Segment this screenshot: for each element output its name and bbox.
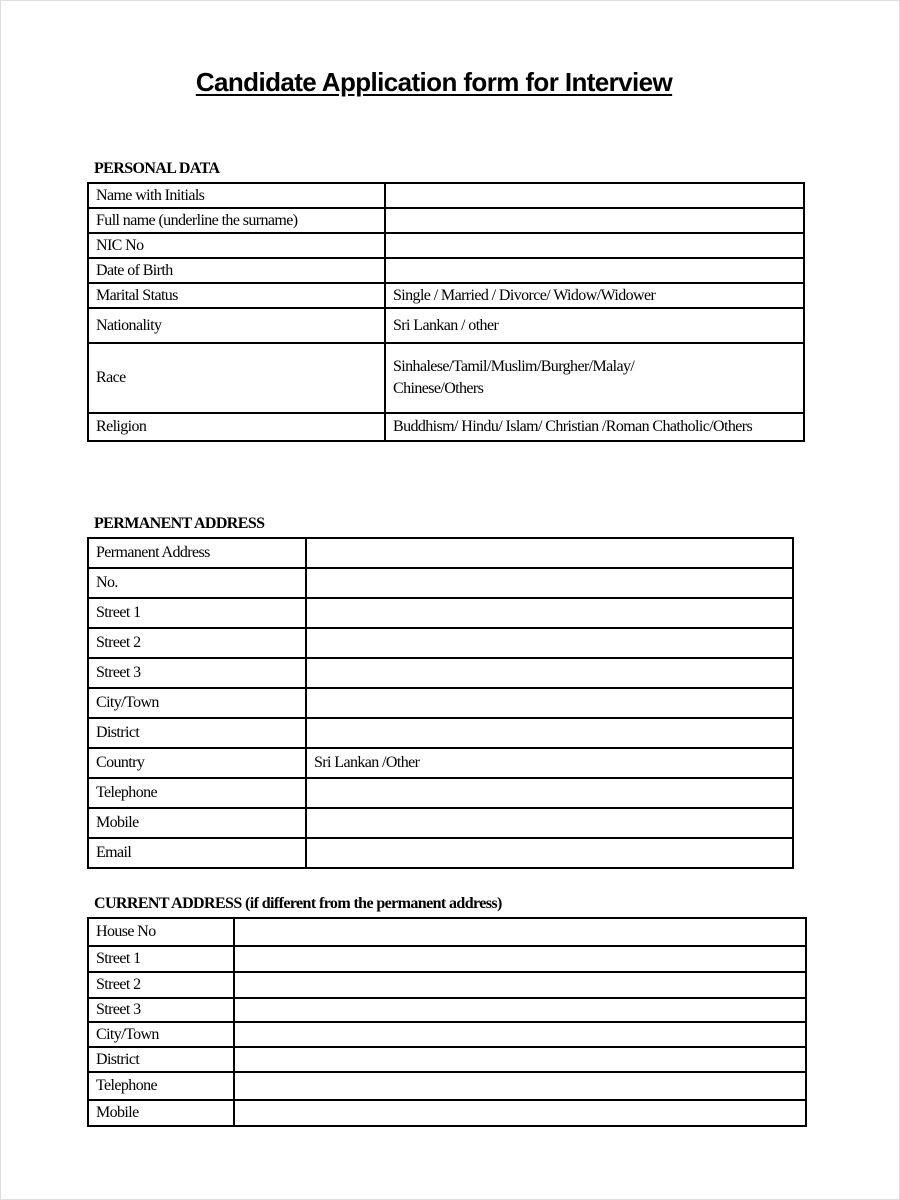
field-value[interactable] xyxy=(234,972,806,998)
field-label: Street 3 xyxy=(88,998,234,1022)
field-value[interactable] xyxy=(234,1022,806,1047)
table-row xyxy=(88,233,804,258)
field-value[interactable] xyxy=(234,998,806,1022)
field-value[interactable] xyxy=(306,598,793,628)
race-field[interactable] xyxy=(385,343,804,413)
field-label: Country xyxy=(88,748,306,778)
table-row xyxy=(88,1072,806,1100)
field-label: Street 2 xyxy=(88,972,234,998)
table-row xyxy=(88,808,793,838)
field-label: District xyxy=(88,1047,234,1072)
field-value[interactable] xyxy=(306,628,793,658)
race-options-line1: Sinhalese/Tamil/Muslim/Burgher/Malay/ xyxy=(393,358,635,375)
table-row xyxy=(88,778,793,808)
dob-field[interactable] xyxy=(385,258,804,283)
nic-field[interactable] xyxy=(385,233,804,258)
name-with-initials-field[interactable] xyxy=(385,183,804,208)
table-row xyxy=(88,598,793,628)
field-value[interactable] xyxy=(306,838,793,868)
field-value[interactable] xyxy=(306,658,793,688)
field-label: Full name (underline the surname) xyxy=(88,208,385,233)
table-row xyxy=(88,688,793,718)
field-value[interactable] xyxy=(234,946,806,972)
field-label: Mobile xyxy=(88,1100,234,1126)
field-label: Mobile xyxy=(88,808,306,838)
field-value[interactable] xyxy=(306,808,793,838)
current-address-table xyxy=(87,917,807,1127)
table-row xyxy=(88,998,806,1022)
table-row xyxy=(88,283,804,308)
field-label: No. xyxy=(88,568,306,598)
table-row xyxy=(88,308,804,343)
field-value[interactable] xyxy=(234,1072,806,1100)
table-row xyxy=(88,972,806,998)
permanent-address-heading: PERMANENT ADDRESS xyxy=(94,515,265,532)
table-row xyxy=(88,1022,806,1047)
table-row xyxy=(88,538,793,568)
field-label: City/Town xyxy=(88,1022,234,1047)
table-row xyxy=(88,413,804,441)
field-value[interactable] xyxy=(234,1047,806,1072)
table-row xyxy=(88,258,804,283)
table-row xyxy=(88,918,806,946)
field-label: City/Town xyxy=(88,688,306,718)
table-row xyxy=(88,658,793,688)
table-row xyxy=(88,838,793,868)
field-label: Telephone xyxy=(88,1072,234,1100)
field-label: Permanent Address xyxy=(88,538,306,568)
field-label: Religion xyxy=(88,413,385,441)
marital-status-field[interactable]: Single / Married / Divorce/ Widow/Widower xyxy=(385,283,804,308)
field-label: Street 1 xyxy=(88,598,306,628)
field-label: Date of Birth xyxy=(88,258,385,283)
country-field[interactable]: Sri Lankan /Other xyxy=(306,748,793,778)
field-label: Street 3 xyxy=(88,658,306,688)
field-value[interactable] xyxy=(306,718,793,748)
full-name-field[interactable] xyxy=(385,208,804,233)
form-title: Candidate Application form for Interview xyxy=(195,67,673,97)
field-label: Nationality xyxy=(88,308,385,343)
field-value[interactable] xyxy=(306,568,793,598)
field-label: Email xyxy=(88,838,306,868)
table-row xyxy=(88,568,793,598)
table-row xyxy=(88,748,793,778)
field-label: Telephone xyxy=(88,778,306,808)
table-row xyxy=(88,628,793,658)
table-row xyxy=(88,1047,806,1072)
field-label: Street 2 xyxy=(88,628,306,658)
field-value[interactable] xyxy=(306,688,793,718)
personal-data-table xyxy=(87,182,805,442)
race-options-line2: Chinese/Others xyxy=(393,380,484,397)
field-label: NIC No xyxy=(88,233,385,258)
table-row xyxy=(88,718,793,748)
table-row xyxy=(88,343,804,413)
permanent-address-table xyxy=(87,537,794,869)
field-label: District xyxy=(88,718,306,748)
field-value[interactable] xyxy=(306,538,793,568)
nationality-field[interactable]: Sri Lankan / other xyxy=(385,308,804,343)
personal-data-heading: PERSONAL DATA xyxy=(94,160,220,177)
religion-field[interactable]: Buddhism/ Hindu/ Islam/ Christian /Roman Chatholic/Others xyxy=(385,413,804,441)
field-label: House No xyxy=(88,918,234,946)
table-row xyxy=(88,208,804,233)
field-value[interactable] xyxy=(234,1100,806,1126)
field-value[interactable] xyxy=(234,918,806,946)
field-label: Street 1 xyxy=(88,946,234,972)
table-row xyxy=(88,183,804,208)
table-row xyxy=(88,946,806,972)
table-row xyxy=(88,1100,806,1126)
field-value[interactable] xyxy=(306,778,793,808)
current-address-heading: CURRENT ADDRESS (if different from the permanent address) xyxy=(94,895,502,912)
field-label: Race xyxy=(88,343,385,413)
field-label: Name with Initials xyxy=(88,183,385,208)
field-label: Marital Status xyxy=(88,283,385,308)
